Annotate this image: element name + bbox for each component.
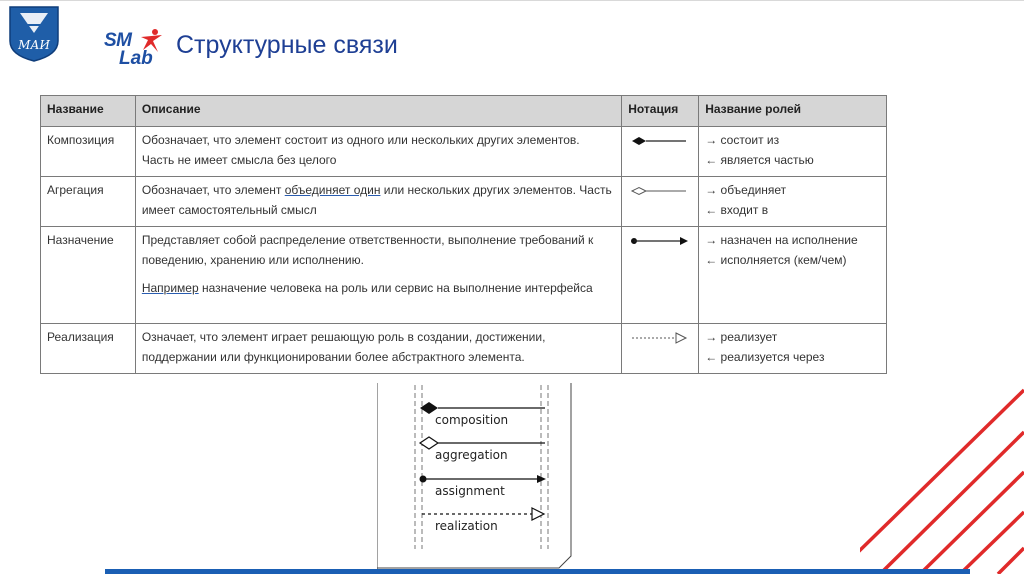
description-part: или нескольких других элементов. Часть имеет самостоятельный смысл [141, 183, 612, 217]
smlab-logo-lab: Lab [119, 48, 153, 69]
aggregation-notation-icon [628, 184, 690, 198]
mai-logo [6, 3, 62, 63]
smlab-logo-sm: SM [104, 30, 132, 51]
relations-table [40, 95, 887, 374]
row-description [135, 127, 621, 177]
row-name: Реализация [41, 324, 136, 374]
role-backward: ← является частью [705, 153, 814, 167]
description-underlined: Например [141, 281, 199, 295]
header-name: Название [41, 96, 136, 127]
mai-logo-text: МАИ [18, 38, 50, 52]
table-row [41, 324, 887, 374]
role-backward: ← реализуется через [705, 350, 825, 364]
description-part: назначение человека на роль или сервис на выполнение интерфейса [198, 281, 593, 295]
header-notation: Нотация [622, 96, 699, 127]
row-description [135, 177, 621, 227]
row-name: Агрегация [41, 177, 136, 227]
decorative-red-lines [860, 380, 1024, 574]
header-roles: Название ролей [699, 96, 887, 127]
page-title: Структурные связи [176, 31, 398, 59]
description-text [142, 180, 615, 220]
label-composition: composition [435, 413, 509, 427]
label-realization: realization [435, 519, 498, 533]
header-description: Описание [135, 96, 621, 127]
realization-triangle-icon [532, 508, 544, 520]
description-example [142, 278, 615, 298]
label-aggregation: aggregation [435, 448, 508, 462]
uml-relations-diagram [377, 383, 572, 569]
table-row [41, 127, 887, 177]
description-text: Означает, что элемент играет решающую роль в создании, достижении, поддержании или функционировании более абстрактного элемента. [141, 330, 546, 364]
label-assignment: assignment [435, 484, 505, 498]
row-roles [699, 177, 887, 227]
role-backward: ← входит в [705, 203, 769, 217]
row-description [135, 227, 621, 324]
assignment-notation-icon [628, 234, 690, 248]
role-backward: ← исполняется (кем/чем) [705, 253, 847, 267]
uml-diagram-drawing [377, 383, 572, 569]
description-text: Представляет собой распределение ответственности, выполнение требований к поведению, хранению или исполнению. [141, 233, 594, 267]
description-text: Обозначает, что элемент состоит из одного или нескольких других элементов. Часть не имеет смысла без целого [141, 133, 580, 167]
row-notation [622, 127, 699, 177]
top-rule [0, 0, 1024, 1]
table-row [41, 177, 887, 227]
description-part: Обозначает, что элемент [141, 183, 285, 197]
row-roles [699, 324, 887, 374]
row-name: Композиция [41, 127, 136, 177]
smlab-logo [104, 30, 174, 76]
composition-notation-icon [628, 134, 690, 148]
bottom-bar [105, 569, 970, 574]
row-notation [622, 177, 699, 227]
row-notation [622, 324, 699, 374]
row-roles [699, 227, 887, 324]
role-forward: → назначен на исполнение [705, 233, 858, 247]
row-roles [699, 127, 887, 177]
table-row [41, 227, 887, 324]
row-notation [622, 227, 699, 324]
table-header-row [41, 96, 887, 127]
runner-icon [138, 28, 164, 54]
role-forward: → реализует [705, 330, 778, 344]
role-forward: → объединяет [705, 183, 787, 197]
row-description [135, 324, 621, 374]
description-underlined: объединяет один [284, 183, 381, 197]
role-forward: → состоит из [705, 133, 780, 147]
row-name: Назначение [41, 227, 136, 324]
realization-notation-icon [628, 331, 690, 345]
